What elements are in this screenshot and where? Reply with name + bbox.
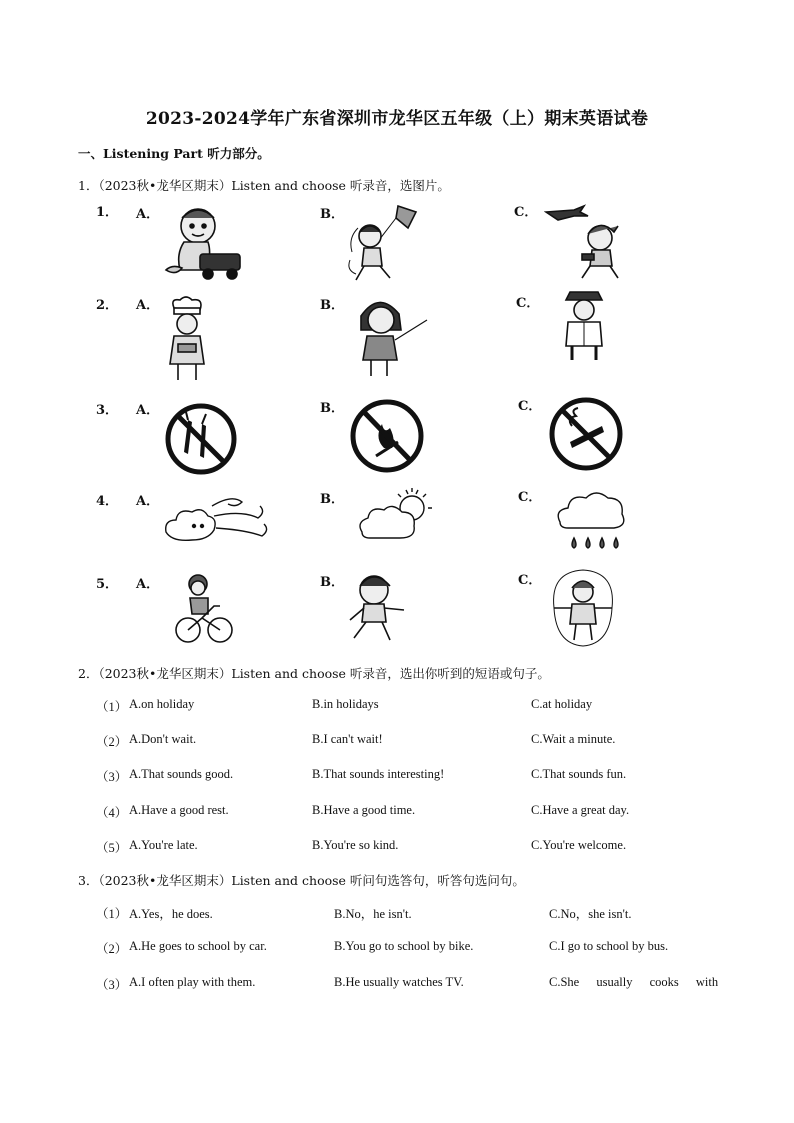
row-4-a-label: A． — [136, 494, 160, 509]
row-3-a-label: A． — [136, 403, 160, 418]
q3-item-2-option-a[interactable]: A.He goes to school by car. — [129, 939, 267, 953]
q2-item-1-option-c[interactable]: C.at holiday — [531, 697, 593, 711]
q3-item-2-option-c[interactable]: C.I go to school by bus. — [549, 939, 669, 953]
question-1-prompt: 1．（2023秋•龙华区期末）Listen and choose 听录音，选图片。 — [78, 178, 450, 193]
cloudy-sun-image[interactable] — [356, 486, 436, 544]
row-3-b-label: B． — [320, 401, 344, 416]
q2-item-5-option-c[interactable]: C.You're welcome. — [531, 838, 627, 852]
boy-with-toy-car-image[interactable] — [162, 204, 248, 280]
row-5-number: 5． — [96, 577, 119, 592]
boy-running-image[interactable] — [344, 572, 410, 644]
q2-item-3-option-c[interactable]: C.That sounds fun. — [531, 767, 627, 781]
q2-item-4-option-b[interactable]: B.Have a good time. — [312, 803, 416, 817]
q2-item-2-option-b[interactable]: B.I can't wait! — [312, 732, 383, 746]
rainy-cloud-image[interactable] — [554, 488, 630, 558]
row-4-c-label: C． — [518, 490, 542, 505]
row-5-b-label: B． — [320, 575, 344, 590]
windy-cloud-image[interactable] — [162, 492, 270, 552]
question-2-prompt: 2．（2023秋•龙华区期末）Listen and choose 听录音，选出你听到的短语或句子。 — [78, 666, 550, 681]
row-1-c-label: C． — [514, 205, 538, 220]
q2-item-3-number: （3） — [96, 770, 128, 784]
q2-item-4-number: （4） — [96, 806, 128, 820]
row-2-c-label: C． — [516, 296, 540, 311]
no-smoking-sign[interactable] — [546, 396, 626, 472]
q3-item-1-number: （1） — [96, 907, 128, 921]
boy-riding-bike-image[interactable] — [174, 574, 234, 646]
q3-item-3-number: （3） — [96, 978, 128, 992]
no-open-flame-sign[interactable] — [348, 398, 426, 474]
q2-item-1-option-b[interactable]: B.in holidays — [312, 697, 379, 711]
q2-item-4-option-c[interactable]: C.Have a great day. — [531, 803, 630, 817]
q3-item-1-option-a[interactable]: A.Yes，he does. — [129, 907, 213, 921]
q3-item-2-option-b[interactable]: B.You go to school by bike. — [334, 939, 474, 953]
q2-item-5-option-a[interactable]: A.You're late. — [129, 838, 198, 852]
row-3-number: 3． — [96, 403, 119, 418]
question-3-prompt: 3．（2023秋•龙华区期末）Listen and choose 听问句选答句，听答句选问句。 — [78, 873, 525, 888]
row-5-a-label: A． — [136, 577, 160, 592]
chef-girl-image[interactable] — [162, 296, 212, 384]
q2-item-3-option-b[interactable]: B.That sounds interesting! — [312, 767, 445, 781]
row-2-number: 2． — [96, 298, 119, 313]
q2-item-2-option-c[interactable]: C.Wait a minute. — [531, 732, 616, 746]
row-4-number: 4． — [96, 494, 119, 509]
q2-item-1-option-a[interactable]: A.on holiday — [129, 697, 195, 711]
q2-item-5-number: （5） — [96, 841, 128, 855]
q3-item-3-option-c[interactable]: C.She usually cooks with — [549, 975, 719, 989]
row-5-c-label: C． — [518, 573, 542, 588]
section-heading-listening: 一、Listening Part 听力部分。 — [78, 146, 270, 161]
page-title: 2023-2024学年广东省深圳市龙华区五年级（上）期末英语试卷 — [145, 109, 649, 129]
girl-flying-kite-image[interactable] — [346, 204, 418, 284]
row-1-b-label: B． — [320, 207, 344, 222]
policeman-image[interactable] — [558, 290, 610, 362]
no-fireworks-sign[interactable] — [162, 402, 240, 476]
q3-item-3-option-a[interactable]: A.I often play with them. — [129, 975, 256, 989]
row-2-b-label: B． — [320, 298, 344, 313]
q2-item-2-option-a[interactable]: A.Don't wait. — [129, 732, 197, 746]
row-2-a-label: A． — [136, 298, 160, 313]
q2-item-5-option-b[interactable]: B.You're so kind. — [312, 838, 399, 852]
q2-item-1-number: （1） — [96, 700, 128, 714]
boy-with-toy-plane-image[interactable] — [544, 204, 626, 282]
q2-item-3-option-a[interactable]: A.That sounds good. — [129, 767, 234, 781]
q3-item-1-option-c[interactable]: C.No，she isn't. — [549, 907, 632, 921]
row-1-a-label: A． — [136, 207, 160, 222]
girl-jumping-rope-image[interactable] — [546, 568, 620, 650]
q2-item-4-option-a[interactable]: A.Have a good rest. — [129, 803, 229, 817]
q3-item-1-option-b[interactable]: B.No，he isn't. — [334, 907, 412, 921]
teacher-girl-with-pointer-image[interactable] — [357, 296, 431, 380]
row-4-b-label: B． — [320, 492, 344, 507]
row-1-number: 1． — [96, 205, 119, 220]
q3-item-2-number: （2） — [96, 942, 128, 956]
q3-item-3-option-b[interactable]: B.He usually watches TV. — [334, 975, 464, 989]
q2-item-2-number: （2） — [96, 735, 128, 749]
row-3-c-label: C． — [518, 399, 542, 414]
